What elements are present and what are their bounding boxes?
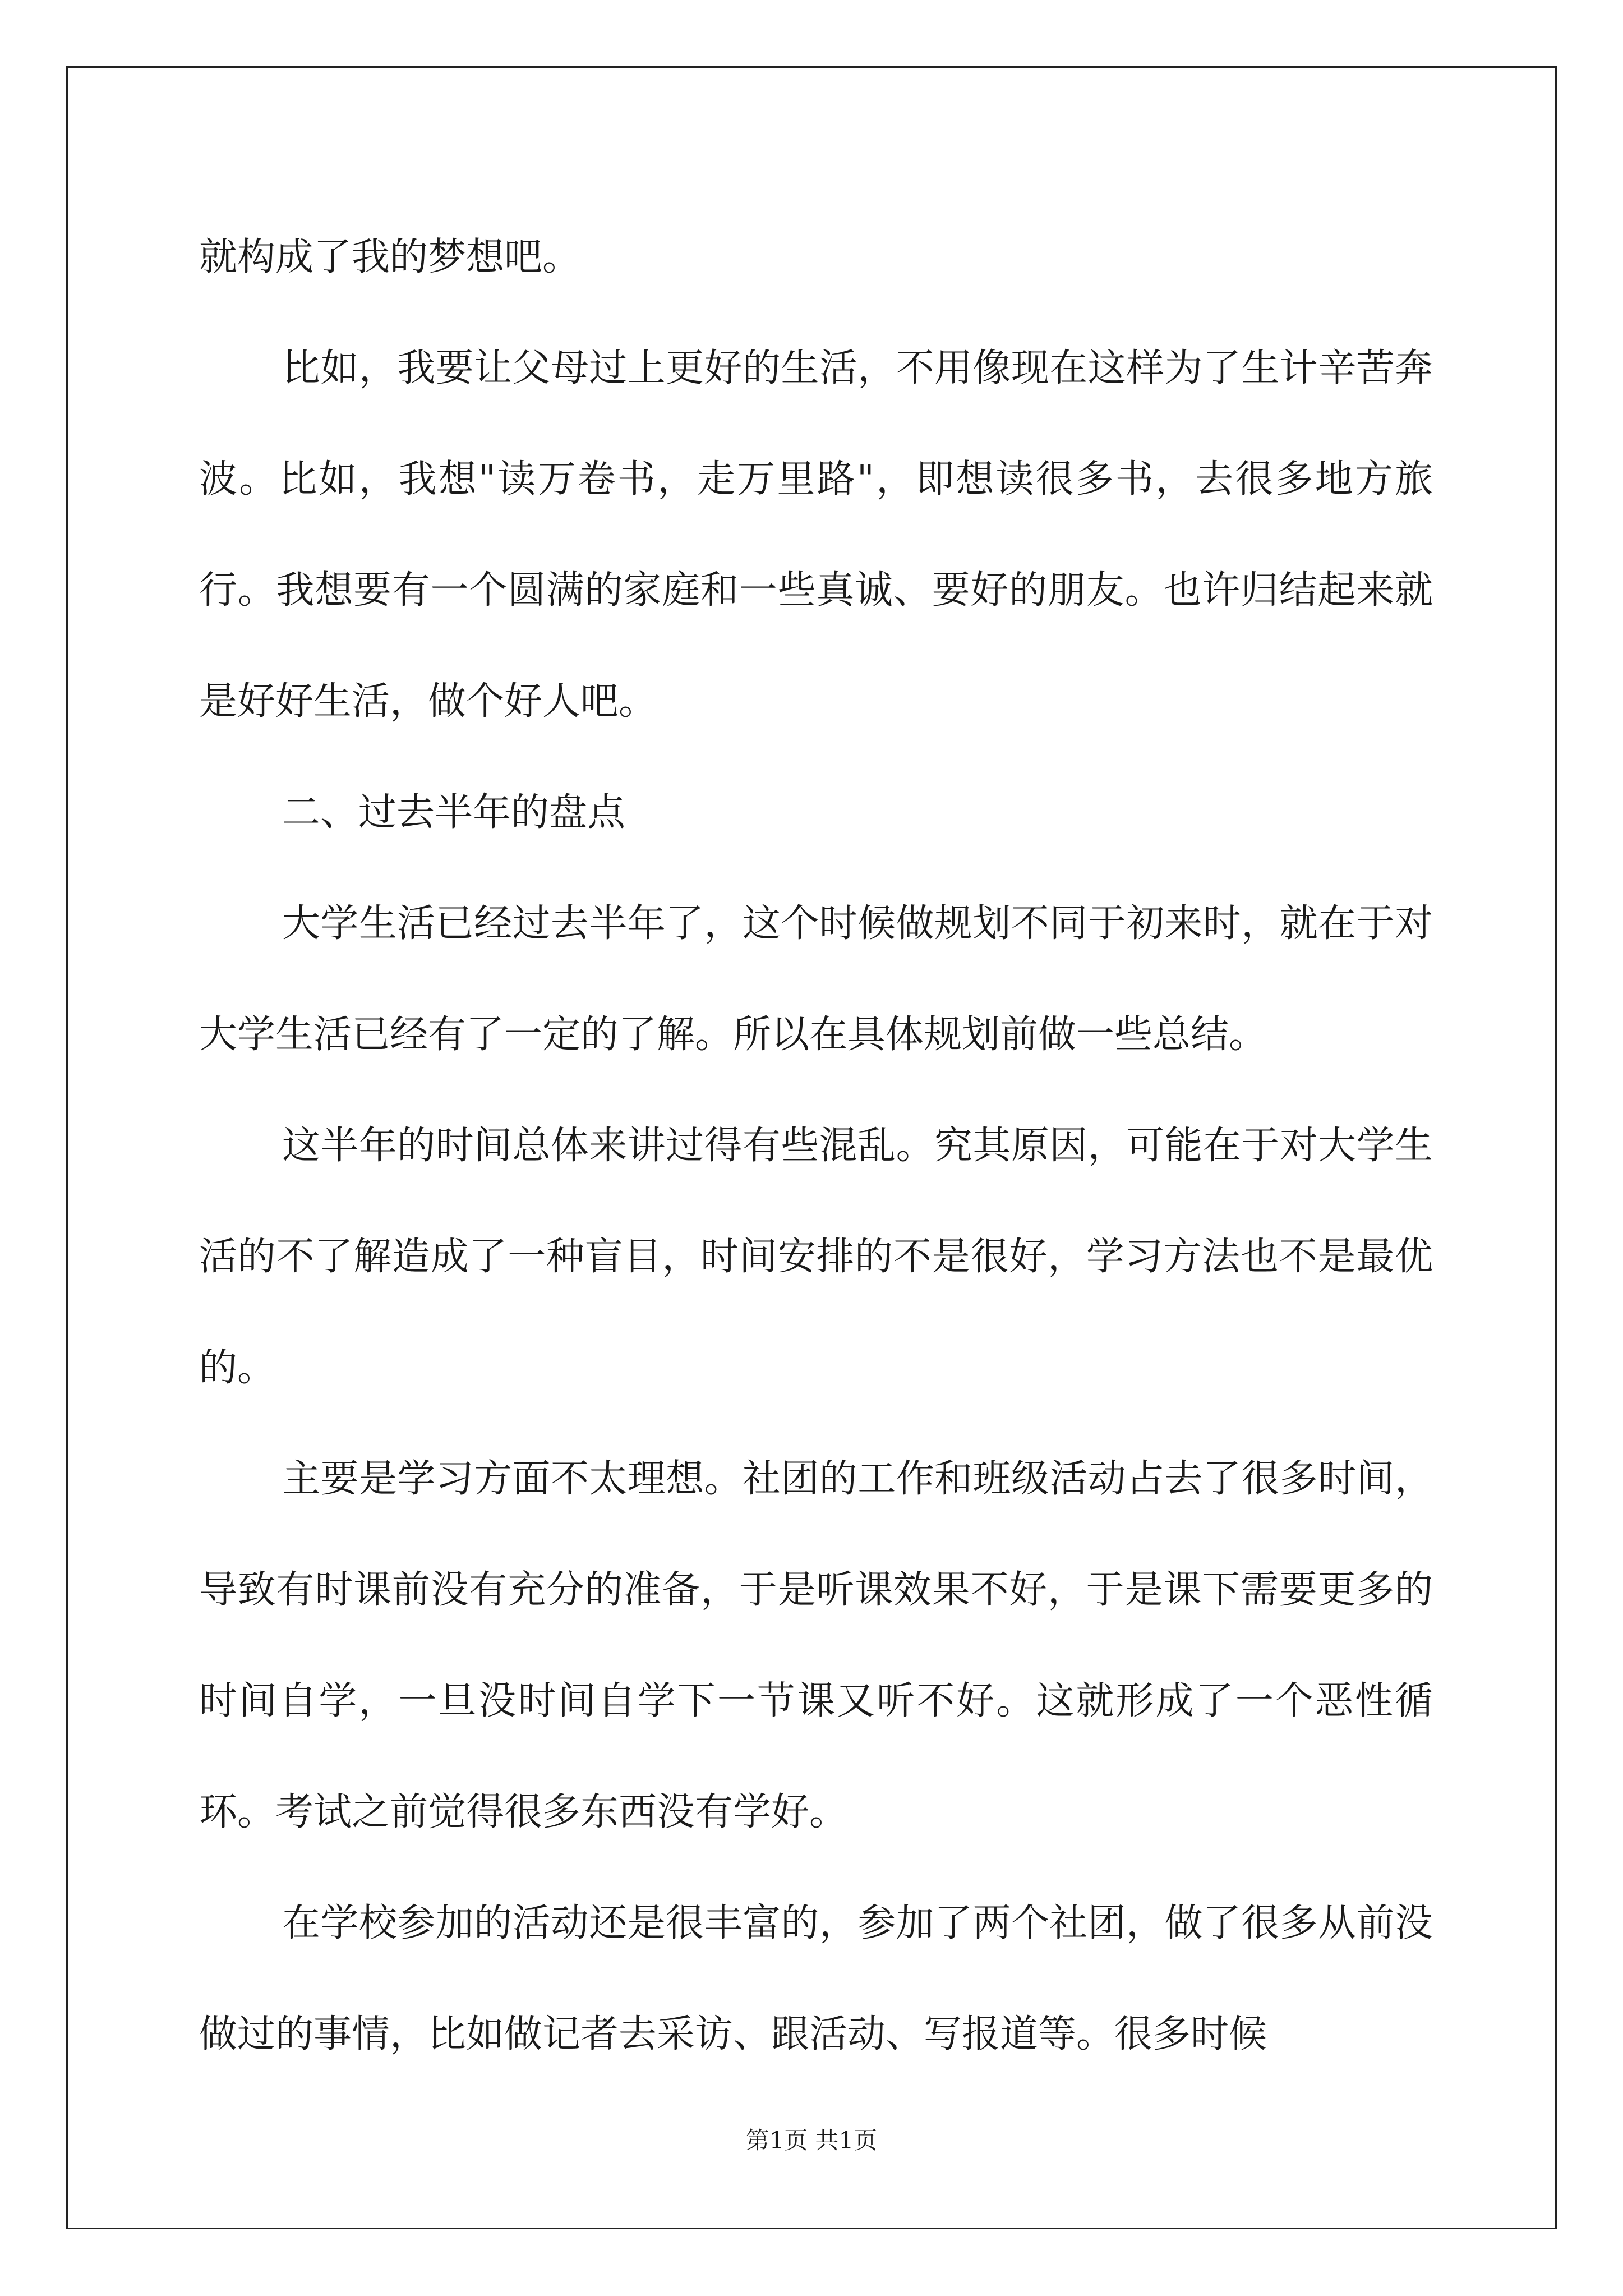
paragraph-6: 在学校参加的活动还是很丰富的，参加了两个社团，做了很多从前没做过的事情，比如做记者去采访、跟活动、写报道等。很多时候 (199, 1901, 1433, 2056)
paragraph-5: 主要是学习方面不太理想。社团的工作和班级活动占去了很多时间，导致有时课前没有充分的准备，于是听课效果不好，于是课下需要更多的时间自学，一旦没时间自学下一节课又听不好。这就形成了一个恶性循环。考试之前觉得很多东西没有学好。 (199, 1457, 1433, 1834)
paragraph-4: 这半年的时间总体来讲过得有些混乱。究其原因，可能在于对大学生活的不了解造成了一种盲目，时间安排的不是很好，学习方法也不是最优的。 (199, 1124, 1433, 1390)
page-footer: 第1页 共1页 (745, 2127, 878, 2154)
document-body (199, 202, 1433, 2090)
paragraph-1: 就构成了我的梦想吧。 (199, 235, 581, 279)
paragraph-2: 比如，我要让父母过上更好的生活，不用像现在这样为了生计辛苦奔波。比如，我想"读万卷书，走万里路"，即想读很多书，去很多地方旅行。我想要有一个圆满的家庭和一些真诚、要好的朋友。也许归结起来就是好好生活，做个好人吧。 (199, 346, 1433, 724)
section-heading: 二、过去半年的盘点 (282, 790, 626, 835)
paragraph-3: 大学生活已经过去半年了，这个时候做规划不同于初来时，就在于对大学生活已经有了一定的了解。所以在具体规划前做一些总结。 (199, 901, 1433, 1057)
